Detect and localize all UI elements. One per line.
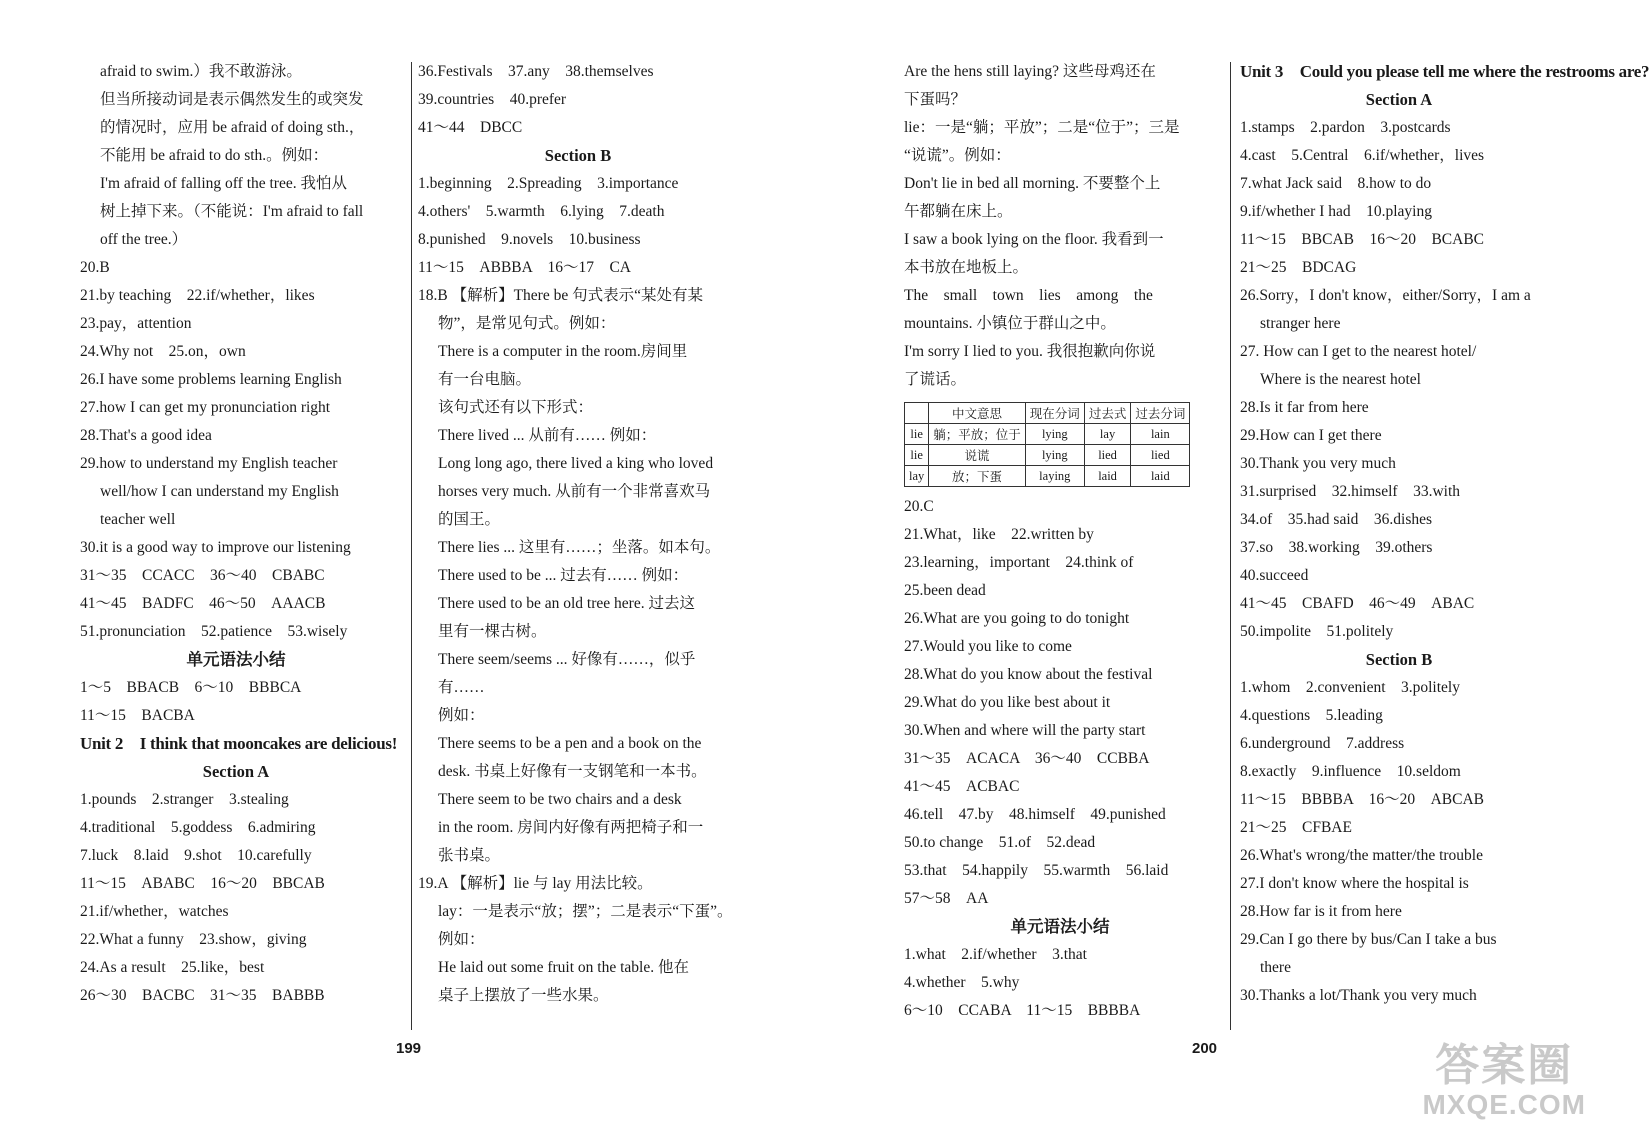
text-line: 11～15 BACBA [80, 707, 195, 724]
watermark-logo [1422, 1042, 1586, 1120]
text-line: Unit 3 Could you please tell me where the restrooms are? [1240, 62, 1649, 81]
text-line: There seem/seems ... 好像有……，似乎 [438, 651, 696, 668]
text-line: 1～5 BBACB 6～10 BBBCA [80, 679, 302, 696]
text-line: 下蛋吗？ [904, 91, 967, 108]
text-line: Section B [1365, 650, 1433, 669]
text-line: 物”，是常见句式。例如： [438, 315, 616, 332]
text-line: 27.I don't know where the hospital is [1240, 875, 1469, 892]
table-header-cell: 中文意思 [929, 403, 1026, 424]
text-line: Long long ago, there lived a king who loved [438, 455, 714, 472]
text-line: 1.beginning 2.Spreading 3.importance [418, 175, 679, 192]
text-line: 28.What do you know about the festival [904, 666, 1153, 683]
text-line: 21.What，like 22.written by [904, 526, 1094, 543]
text-line: 午都躺在床上。 [904, 203, 1013, 220]
text-line: 20.C [904, 498, 934, 515]
text-line: 11～15 BBBBA 16～20 ABCAB [1240, 791, 1485, 808]
text-line: 11～15 ABABC 16～20 BBCAB [80, 875, 325, 892]
text-line: 50.to change 51.of 52.dead [904, 834, 1096, 851]
text-line: Unit 2 I think that mooncakes are delicious! [80, 734, 398, 753]
text-line: 9.if/whether I had 10.playing [1240, 203, 1432, 220]
text-line: 30.When and where will the party start [904, 722, 1146, 739]
text-line: 22.What a funny 23.show，giving [80, 931, 307, 948]
table-cell: laid [1084, 466, 1131, 487]
table-cell: laying [1025, 466, 1084, 487]
text-line: The small town lies among the [904, 287, 1153, 304]
text-line: 19.A 【解析】lie 与 lay 用法比较。 [418, 875, 653, 892]
text-line: 的情况时，应用 be afraid of doing sth.， [100, 119, 365, 136]
table-cell: 放；下蛋 [929, 466, 1026, 487]
text-line: Section A [1365, 90, 1433, 109]
text-line: 23.learning，important 24.think of [904, 554, 1134, 571]
text-line: 53.that 54.happily 55.warmth 56.laid [904, 862, 1169, 879]
left-page-divider [411, 62, 412, 1030]
text-line: lay：一是表示“放；摆”；二是表示“下蛋”。 [438, 903, 733, 920]
text-line: 里有一棵古树。 [438, 623, 547, 640]
table-cell: 躺；平放；位于 [929, 424, 1026, 445]
text-line: off the tree.） [100, 231, 188, 248]
text-line: 29.how to understand my English teacher [80, 455, 338, 472]
text-line: 21～25 BDCAG [1240, 259, 1357, 276]
text-line: 40.succeed [1240, 567, 1309, 584]
text-line: There seems to be a pen and a book on the [438, 735, 702, 752]
text-line: 37.so 38.working 39.others [1240, 539, 1433, 556]
text-line: 6.underground 7.address [1240, 735, 1405, 752]
text-line: lie：一是“躺；平放”；二是“位于”；三是 [904, 119, 1180, 136]
text-line: 的国王。 [438, 511, 501, 528]
text-line: 4.questions 5.leading [1240, 707, 1383, 724]
text-line: 11～15 BBCAB 16～20 BCABC [1240, 231, 1485, 248]
text-line: 21.if/whether，watches [80, 903, 229, 920]
text-line: 30.Thank you very much [1240, 455, 1396, 472]
text-line: 39.countries 40.prefer [418, 91, 567, 108]
text-line: in the room. 房间内好像有两把椅子和一 [438, 819, 704, 836]
text-line: 24.As a result 25.like，best [80, 959, 265, 976]
text-line: 41～45 CBAFD 46～49 ABAC [1240, 595, 1475, 612]
text-line: Are the hens still laying? 这些母鸡还在 [904, 63, 1156, 80]
text-line: There used to be an old tree here. 过去这 [438, 595, 695, 612]
lie-lay-comparison-table [904, 402, 1190, 487]
left-page-column-2 [418, 58, 738, 1010]
text-line: 8.punished 9.novels 10.business [418, 231, 641, 248]
text-line: 36.Festivals 37.any 38.themselves [418, 63, 654, 80]
text-line: 单元语法小结 [1010, 917, 1110, 936]
text-line: There is a computer in the room.房间里 [438, 343, 688, 360]
col3-top-lines [904, 58, 1216, 394]
table-cell: lied [1131, 445, 1190, 466]
right-page-column-1 [904, 58, 1216, 1025]
table-cell: lie [905, 424, 929, 445]
table-row [905, 466, 1190, 487]
text-line: 30.Thanks a lot/Thank you very much [1240, 987, 1477, 1004]
text-line: 不能用 be afraid to do sth.。例如： [100, 147, 329, 164]
right-page-divider [1230, 62, 1231, 1030]
text-line: There lived ... 从前有…… 例如： [438, 427, 657, 444]
text-line: 31～35 CCACC 36～40 CBABC [80, 567, 325, 584]
text-line: Don't lie in bed all morning. 不要整个上 [904, 175, 1161, 192]
text-line: 46.tell 47.by 48.himself 49.punished [904, 806, 1166, 823]
table-cell: lying [1025, 445, 1084, 466]
text-line: 50.impolite 51.politely [1240, 623, 1394, 640]
text-line: He laid out some fruit on the table. 他在 [438, 959, 689, 976]
text-line: 4.cast 5.Central 6.if/whether，lives [1240, 147, 1485, 164]
table-cell: lied [1084, 445, 1131, 466]
text-line: 27.how I can get my pronunciation right [80, 399, 331, 416]
text-line: 20.B [80, 259, 110, 276]
text-line: 单元语法小结 [186, 650, 286, 669]
watermark-line1: 答案圈 [1435, 1041, 1574, 1090]
text-line: 26.What's wrong/the matter/the trouble [1240, 847, 1483, 864]
text-line: I'm sorry I lied to you. 我很抱歉向你说 [904, 343, 1156, 360]
text-line: 1.whom 2.convenient 3.politely [1240, 679, 1460, 696]
table-header-row [905, 403, 1190, 424]
table-cell: lay [1084, 424, 1131, 445]
text-line: 1.stamps 2.pardon 3.postcards [1240, 119, 1451, 136]
text-line: 8.exactly 9.influence 10.seldom [1240, 763, 1461, 780]
text-line: 31.surprised 32.himself 33.with [1240, 483, 1460, 500]
col3-bottom-lines [904, 493, 1216, 1025]
text-line: 例如： [438, 707, 485, 724]
text-line: 4.others' 5.warmth 6.lying 7.death [418, 203, 665, 220]
text-line: 本书放在地板上。 [904, 259, 1029, 276]
text-line: 34.of 35.had said 36.dishes [1240, 511, 1433, 528]
text-line: teacher well [100, 511, 176, 528]
text-line: “说谎”。例如： [904, 147, 1011, 164]
text-line: I saw a book lying on the floor. 我看到一 [904, 231, 1164, 248]
text-line: 4.whether 5.why [904, 974, 1020, 991]
text-line: 了谎话。 [904, 371, 967, 388]
text-line: mountains. 小镇位于群山之中。 [904, 315, 1116, 332]
table-header-cell: 过去式 [1084, 403, 1131, 424]
text-line: 51.pronunciation 52.patience 53.wisely [80, 623, 348, 640]
text-line: 26.Sorry，I don't know，either/Sorry，I am a [1240, 287, 1531, 304]
text-line: 29.How can I get there [1240, 427, 1382, 444]
right-page-column-2 [1240, 58, 1649, 1010]
text-line: desk. 书桌上好像有一支钢笔和一本书。 [438, 763, 707, 780]
text-line: 26～30 BACBC 31～35 BABBB [80, 987, 325, 1004]
table-header-cell: 过去分词 [1131, 403, 1190, 424]
text-line: 例如： [438, 931, 485, 948]
text-line: 29.What do you like best about it [904, 694, 1111, 711]
text-line: I'm afraid of falling off the tree. 我怕从 [100, 175, 347, 192]
table-row [905, 445, 1190, 466]
text-line: 6～10 CCABA 11～15 BBBBA [904, 1002, 1141, 1019]
text-line: 41～45 BADFC 46～50 AAACB [80, 595, 326, 612]
table-header-cell [905, 403, 929, 424]
text-line: stranger here [1260, 315, 1341, 332]
text-line: 1.pounds 2.stranger 3.stealing [80, 791, 289, 808]
table-header-cell: 现在分词 [1025, 403, 1084, 424]
text-line: there [1260, 959, 1291, 976]
text-line: 张书桌。 [438, 847, 501, 864]
text-line: 25.been dead [904, 582, 986, 599]
text-line: 21.by teaching 22.if/whether，likes [80, 287, 315, 304]
text-line: 但当所接动词是表示偶然发生的或突发 [100, 91, 364, 108]
text-line: 21～25 CFBAE [1240, 819, 1352, 836]
text-line: well/how I can understand my English [100, 483, 339, 500]
text-line: 28.How far is it from here [1240, 903, 1402, 920]
text-line: There lies ... 这里有……；坐落。如本句。 [438, 539, 721, 556]
text-line: 7.what Jack said 8.how to do [1240, 175, 1432, 192]
text-line: 该句式还有以下形式： [438, 399, 594, 416]
text-line: 23.pay，attention [80, 315, 192, 332]
text-line: 28.That's a good idea [80, 427, 212, 444]
text-line: Where is the nearest hotel [1260, 371, 1421, 388]
text-line: 11～15 ABBBA 16～17 CA [418, 259, 632, 276]
page-number-left: 199 [396, 1040, 422, 1057]
text-line: 41～44 DBCC [418, 119, 523, 136]
table-cell: lie [905, 445, 929, 466]
text-line: 57～58 AA [904, 890, 989, 907]
text-line: 28.Is it far from here [1240, 399, 1369, 416]
text-line: 27. How can I get to the nearest hotel/ [1240, 343, 1477, 360]
table-cell: lay [905, 466, 929, 487]
text-line: There used to be ... 过去有…… 例如： [438, 567, 689, 584]
text-line: 有…… [438, 679, 485, 696]
text-line: 27.Would you like to come [904, 638, 1072, 655]
table-cell: lain [1131, 424, 1190, 445]
text-line: 桌子上摆放了一些水果。 [438, 987, 609, 1004]
table-row [905, 424, 1190, 445]
text-line: 26.I have some problems learning English [80, 371, 342, 388]
text-line: 31～35 ACACA 36～40 CCBBA [904, 750, 1150, 767]
text-line: 18.B 【解析】There be 句式表示“某处有某 [418, 287, 703, 304]
text-line: 41～45 ACBAC [904, 778, 1020, 795]
text-line: There seem to be two chairs and a desk [438, 791, 682, 808]
text-line: 4.traditional 5.goddess 6.admiring [80, 819, 316, 836]
table-cell: lying [1025, 424, 1084, 445]
text-line: horses very much. 从前有一个非常喜欢马 [438, 483, 711, 500]
text-line: afraid to swim.）我不敢游泳。 [100, 63, 302, 80]
text-line: 树上掉下来。（不能说：I'm afraid to fall [100, 203, 364, 220]
text-line: 有一台电脑。 [438, 371, 532, 388]
text-line: Section A [202, 762, 270, 781]
left-page-column-1 [80, 58, 398, 1010]
table-cell: 说谎 [929, 445, 1026, 466]
text-line: 24.Why not 25.on，own [80, 343, 246, 360]
text-line: 26.What are you going to do tonight [904, 610, 1130, 627]
text-line: 7.luck 8.laid 9.shot 10.carefully [80, 847, 312, 864]
page-number-right: 200 [1192, 1040, 1218, 1057]
text-line: Section B [544, 146, 612, 165]
text-line: 30.it is a good way to improve our listening [80, 539, 351, 556]
watermark-line2: MXQE.COM [1422, 1089, 1586, 1120]
text-line: 29.Can I go there by bus/Can I take a bus [1240, 931, 1497, 948]
text-line: 1.what 2.if/whether 3.that [904, 946, 1087, 963]
table-cell: laid [1131, 466, 1190, 487]
